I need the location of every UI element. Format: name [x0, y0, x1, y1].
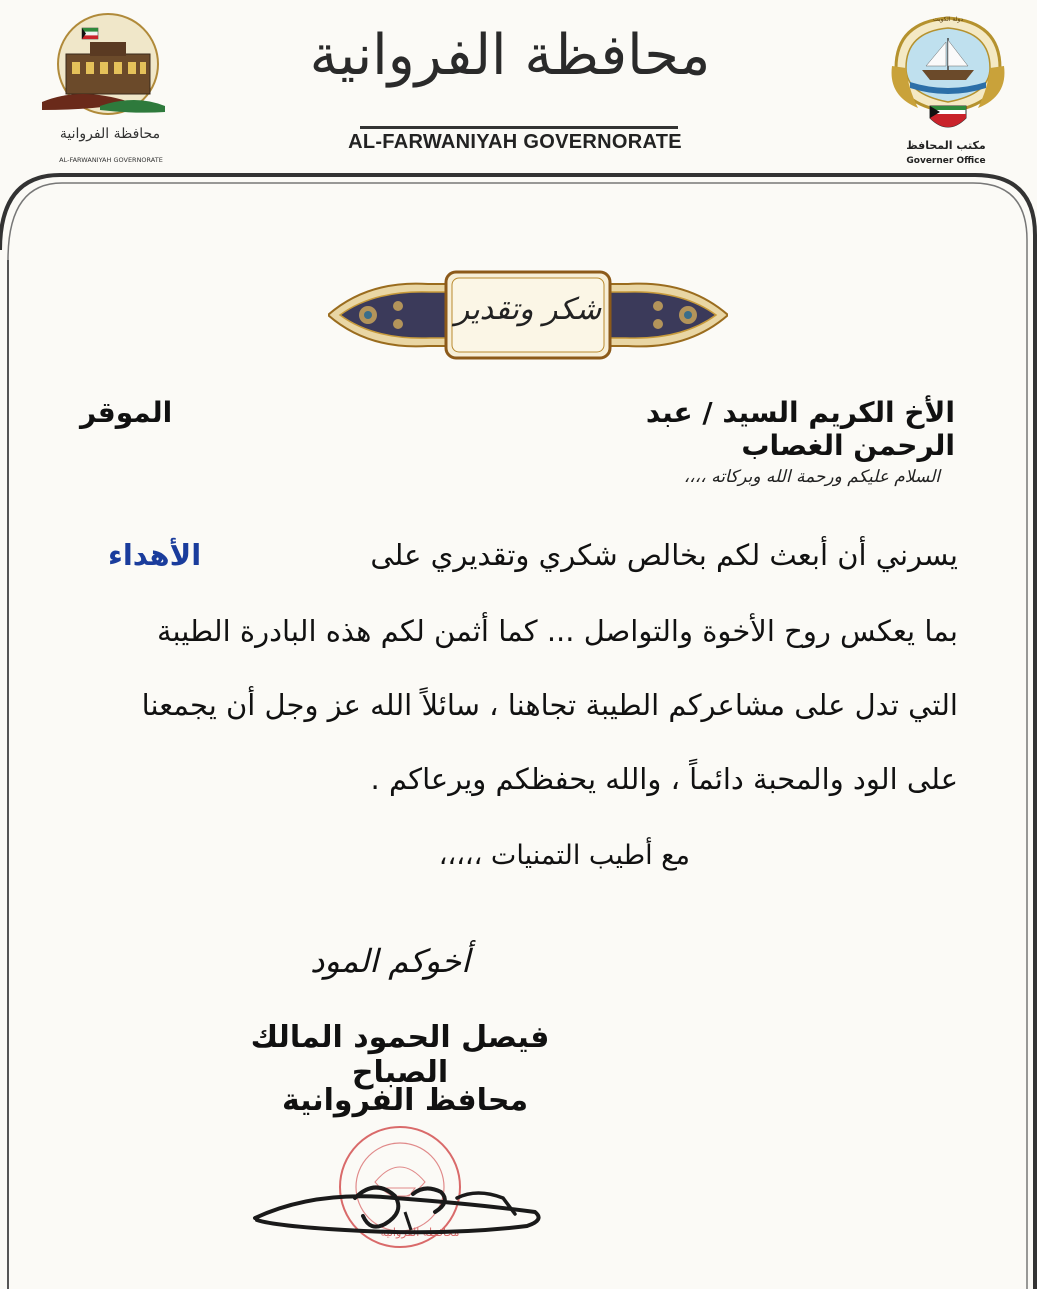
- gift-highlight: الأهداء: [108, 538, 202, 572]
- handwritten-signature: [245, 1168, 555, 1258]
- left-logo-arabic-text: محافظة الفروانية: [59, 126, 161, 142]
- stamp-text: محافظة الفروانية: [380, 1226, 460, 1239]
- right-logo-arabic-text: مكتب المحافظ: [906, 139, 986, 152]
- banner-title: شكر وتقدير: [454, 292, 602, 327]
- addressee-line: الأخ الكريم السيد / عبد الرحمن الغصاب: [645, 396, 955, 462]
- greeting-line: السلام عليكم ورحمة الله وبركاته ،،،،: [683, 467, 940, 487]
- kuwait-emblem-label: دولة الكويت: [933, 16, 963, 23]
- body-line-4: على الود والمحبة دائماً ، والله يحفظكم ويرعاكم .: [370, 762, 958, 796]
- farwaniya-building-logo: [40, 10, 170, 125]
- body-line-3: التي تدل على مشاعركم الطيبة تجاهنا ، سائلاً الله عز وجل أن يجمعنا: [141, 688, 958, 722]
- signatory-name: فيصل الحمود المالك الصباح: [250, 1020, 550, 1090]
- closing-line: مع أطيب التمنيات ،،،،،: [438, 840, 690, 871]
- body-line-2: بما يعكس روح الأخوة والتواصل ... كما أثمن لكم هذه البادرة الطيبة: [156, 614, 958, 648]
- kuwait-emblem-icon: [888, 8, 1008, 138]
- signature-brother-text: أخوكم المود: [310, 942, 470, 980]
- honorific: الموقر: [80, 396, 173, 429]
- left-logo-english-text: AL-FARWANIYAH GOVERNORATE: [59, 156, 163, 164]
- signatory-title: محافظ الفروانية: [281, 1083, 529, 1118]
- body-line-1: يسرني أن أبعث لكم بخالص شكري وتقديري على: [370, 538, 958, 572]
- header-divider: [360, 126, 678, 129]
- header-arabic-title: محافظة الفروانية: [309, 23, 711, 88]
- right-logo-english-text: Governer Office: [906, 156, 986, 166]
- thanks-banner: [328, 266, 728, 364]
- header-english-title: AL-FARWANIYAH GOVERNORATE: [348, 131, 682, 153]
